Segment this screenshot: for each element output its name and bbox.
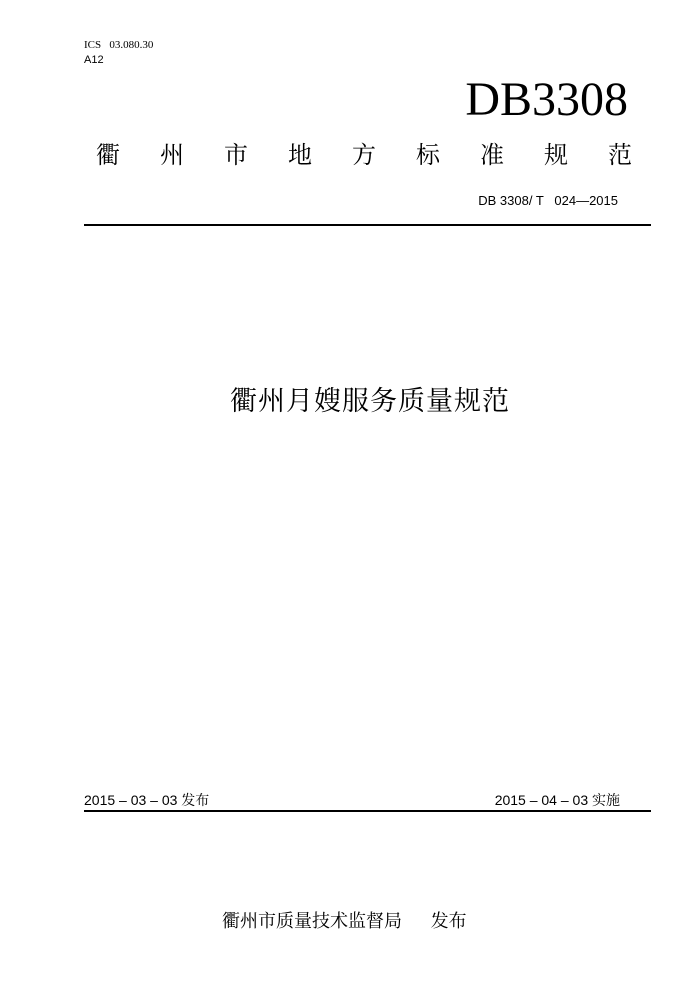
standard-type-char: 准 [480, 141, 504, 169]
issuing-authority: 衢州市质量技术监督局 发布 [222, 911, 467, 932]
standard-type-char: 方 [352, 141, 376, 169]
standard-type-char: 州 [160, 141, 184, 169]
standard-type-char: 标 [416, 141, 440, 169]
document-title: 衢州月嫂服务质量规范 [230, 386, 510, 417]
standard-number: DB 3308/ T 024—2015 [478, 193, 618, 208]
publish-date: 2015 – 03 – 03 发布 [84, 792, 210, 808]
implementation-date: 2015 – 04 – 03 实施 [494, 792, 620, 808]
standard-type [96, 138, 632, 172]
standard-type-char: 市 [224, 141, 248, 169]
bottom-divider [84, 810, 651, 812]
ccs-code: A12 [84, 54, 104, 66]
standard-prefix: DB3308 [465, 73, 628, 126]
standard-type-char: 范 [608, 141, 632, 169]
top-divider [84, 224, 651, 226]
standard-type-char: 规 [544, 141, 568, 169]
standard-type-char: 地 [288, 141, 312, 169]
standard-type-char: 衢 [96, 141, 120, 169]
ics-code: ICS 03.080.30 [84, 39, 154, 51]
